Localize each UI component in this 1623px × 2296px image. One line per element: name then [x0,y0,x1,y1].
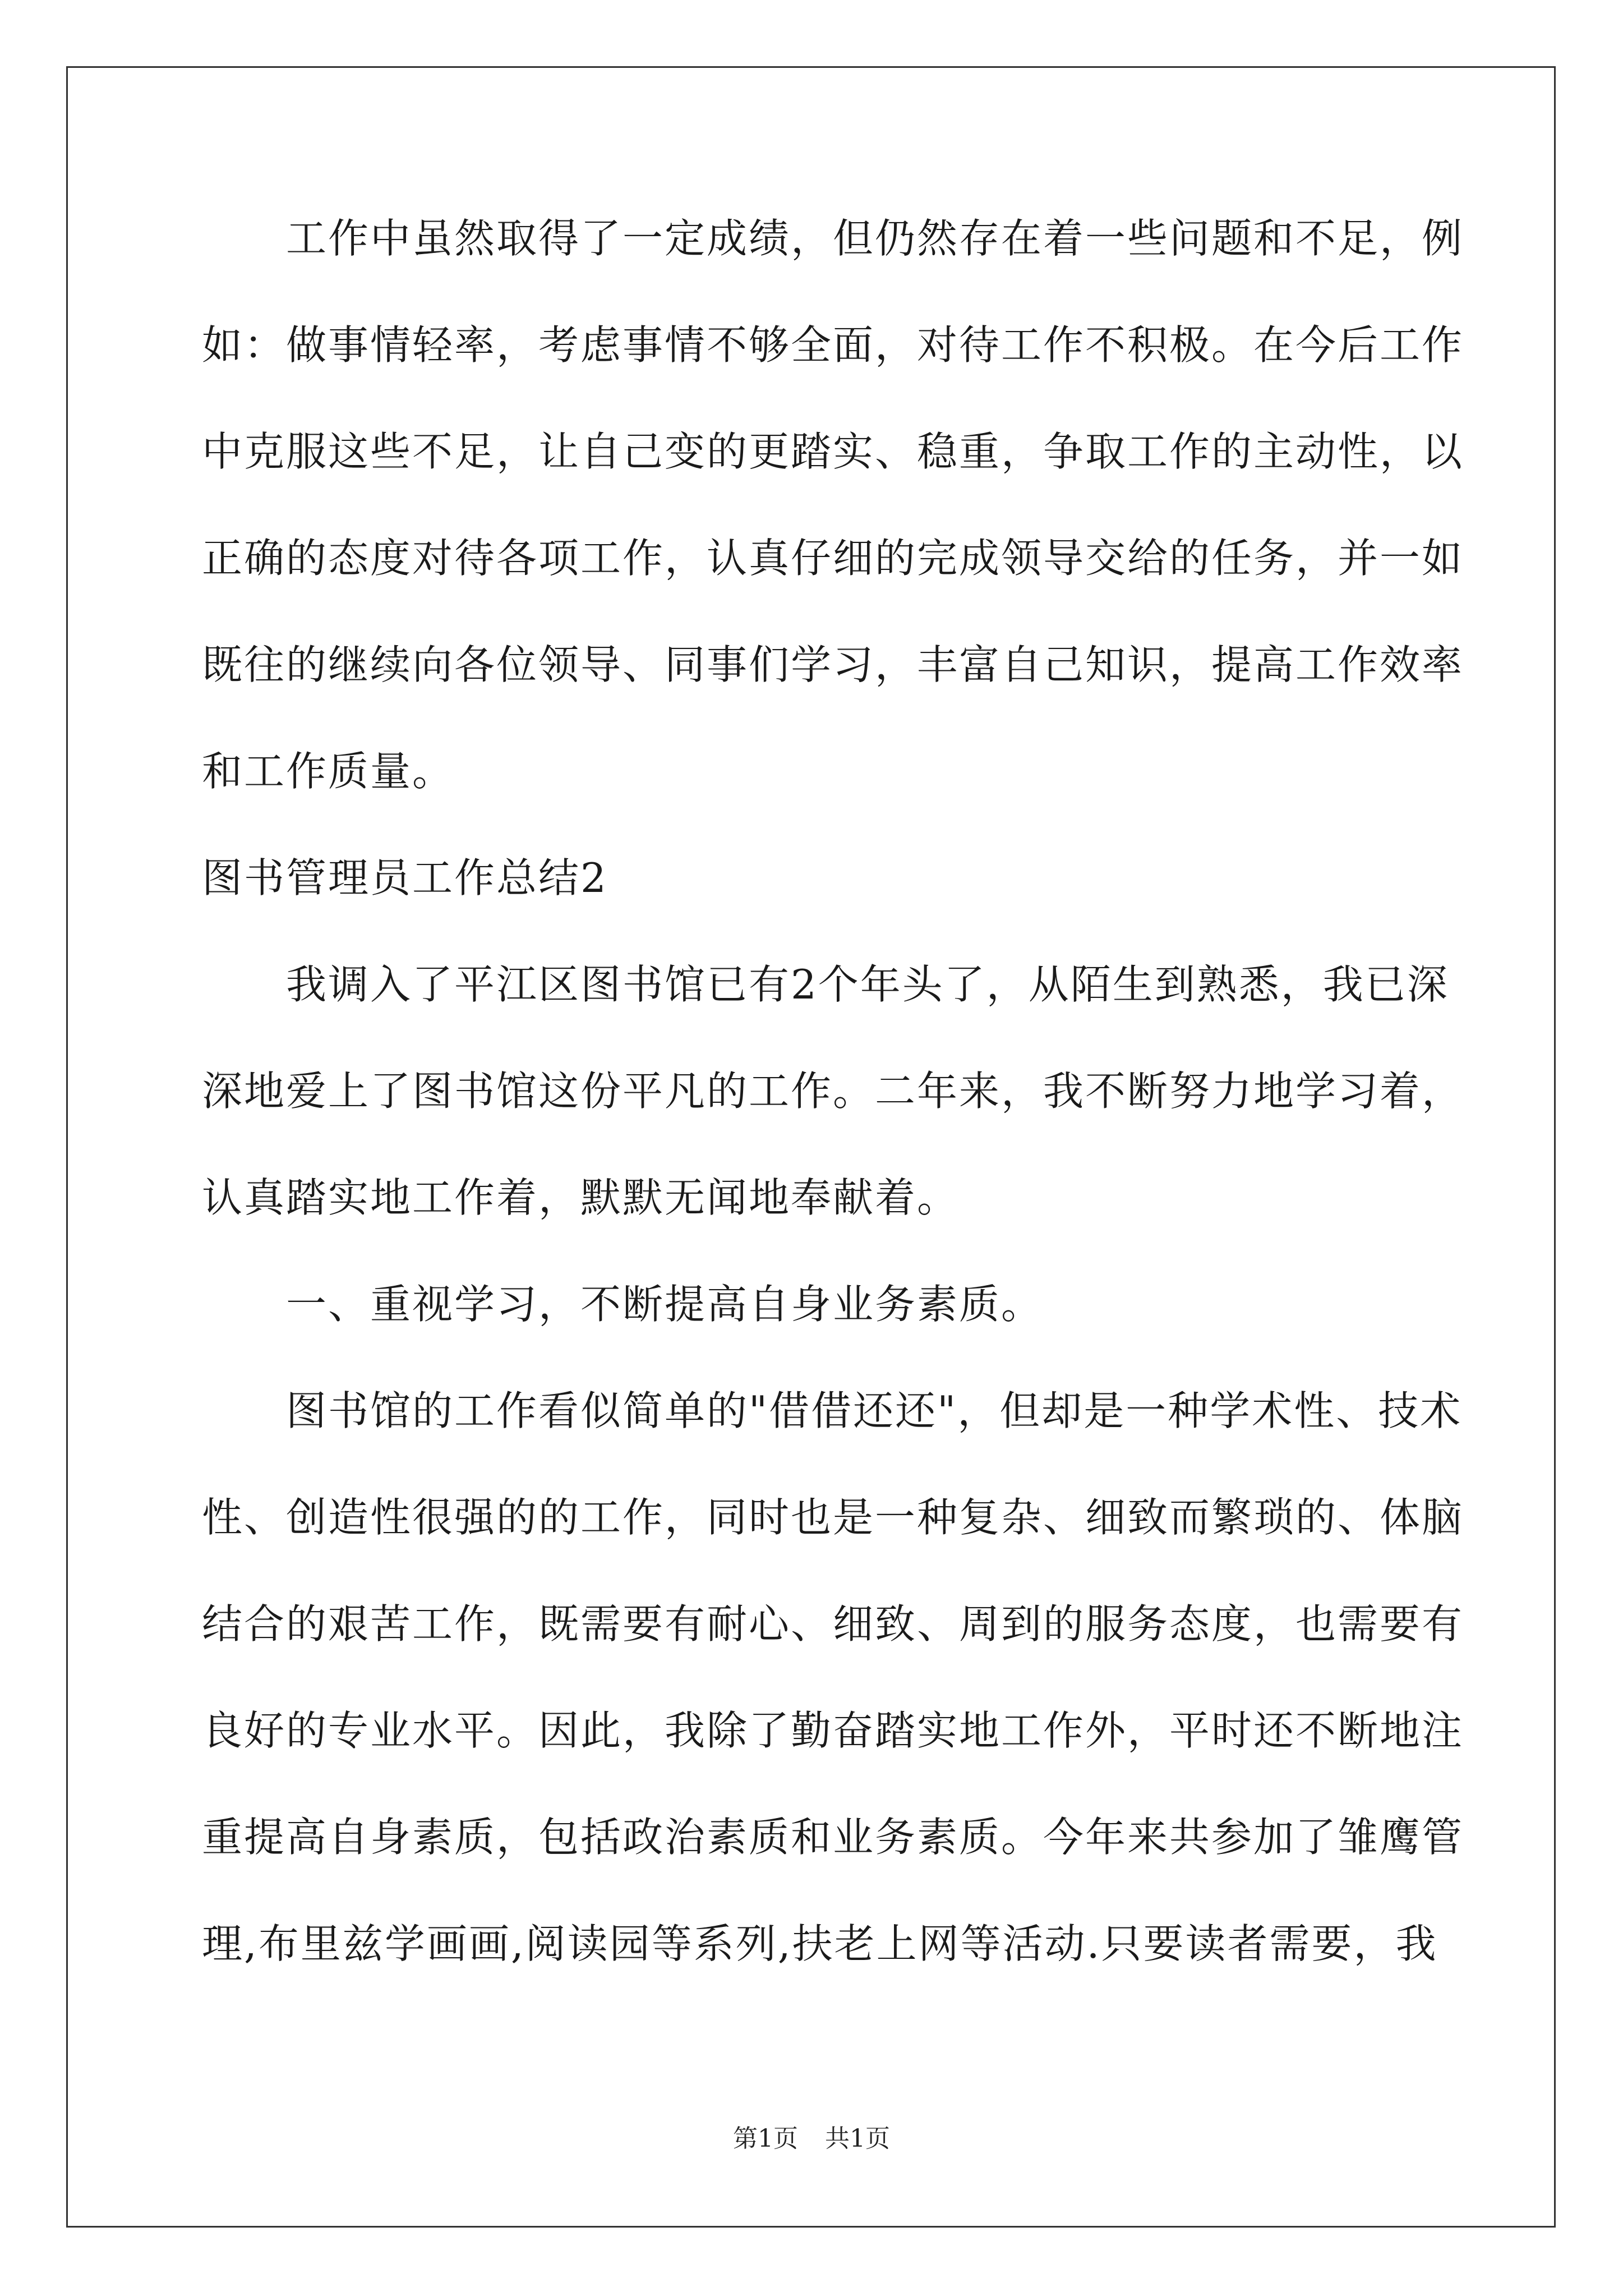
paragraph-line: 既往的继续向各位领导、同事们学习，丰富自己知识，提高工作效率 [202,641,1464,688]
paragraph-line: 良好的专业水平。因此，我除了勤奋踏实地工作外，平时还不断地注 [202,1707,1464,1754]
paragraph-line: 认真踏实地工作着，默默无闻地奉献着。 [202,1174,960,1221]
page-number: 第1页 [733,2124,798,2153]
paragraph-line: 性、创造性很强的的工作，同时也是一种复杂、细致而繁琐的、体脑 [202,1494,1464,1541]
paragraph-line: 重提高自身素质，包括政治素质和业务素质。今年来共参加了雏鹰管 [202,1814,1464,1861]
page-border [66,66,1556,2228]
paragraph-line: 我调入了平江区图书馆已有2个年头了，从陌生到熟悉，我已深 [286,961,1449,1008]
page-footer [0,2123,1623,2155]
paragraph-line: 和工作质量。 [202,748,455,795]
paragraph-line: 结合的艰苦工作，既需要有耐心、细致、周到的服务态度，也需要有 [202,1600,1464,1648]
paragraph-line: 深地爱上了图书馆这份平凡的工作。二年来，我不断努力地学习着， [202,1068,1464,1115]
paragraph-line: 理,布里兹学画画,阅读园等系列,扶老上网等活动.只要读者需要，我 [202,1920,1438,1967]
paragraph-line: 工作中虽然取得了一定成绩，但仍然存在着一些问题和不足，例 [286,215,1464,262]
paragraph-line: 如：做事情轻率，考虑事情不够全面，对待工作不积极。在今后工作 [202,321,1464,369]
page-total: 共1页 [825,2124,890,2153]
paragraph-line: 中克服这些不足，让自己变的更踏实、稳重，争取工作的主动性，以 [202,428,1464,475]
subsection-heading: 一、重视学习，不断提高自身业务素质。 [286,1281,1044,1328]
paragraph-line: 正确的态度对待各项工作，认真仔细的完成领导交给的任务，并一如 [202,535,1464,582]
paragraph-line: 图书馆的工作看似简单的"借借还还"，但却是一种学术性、技术 [286,1387,1463,1434]
section-heading: 图书管理员工作总结2 [202,854,608,901]
